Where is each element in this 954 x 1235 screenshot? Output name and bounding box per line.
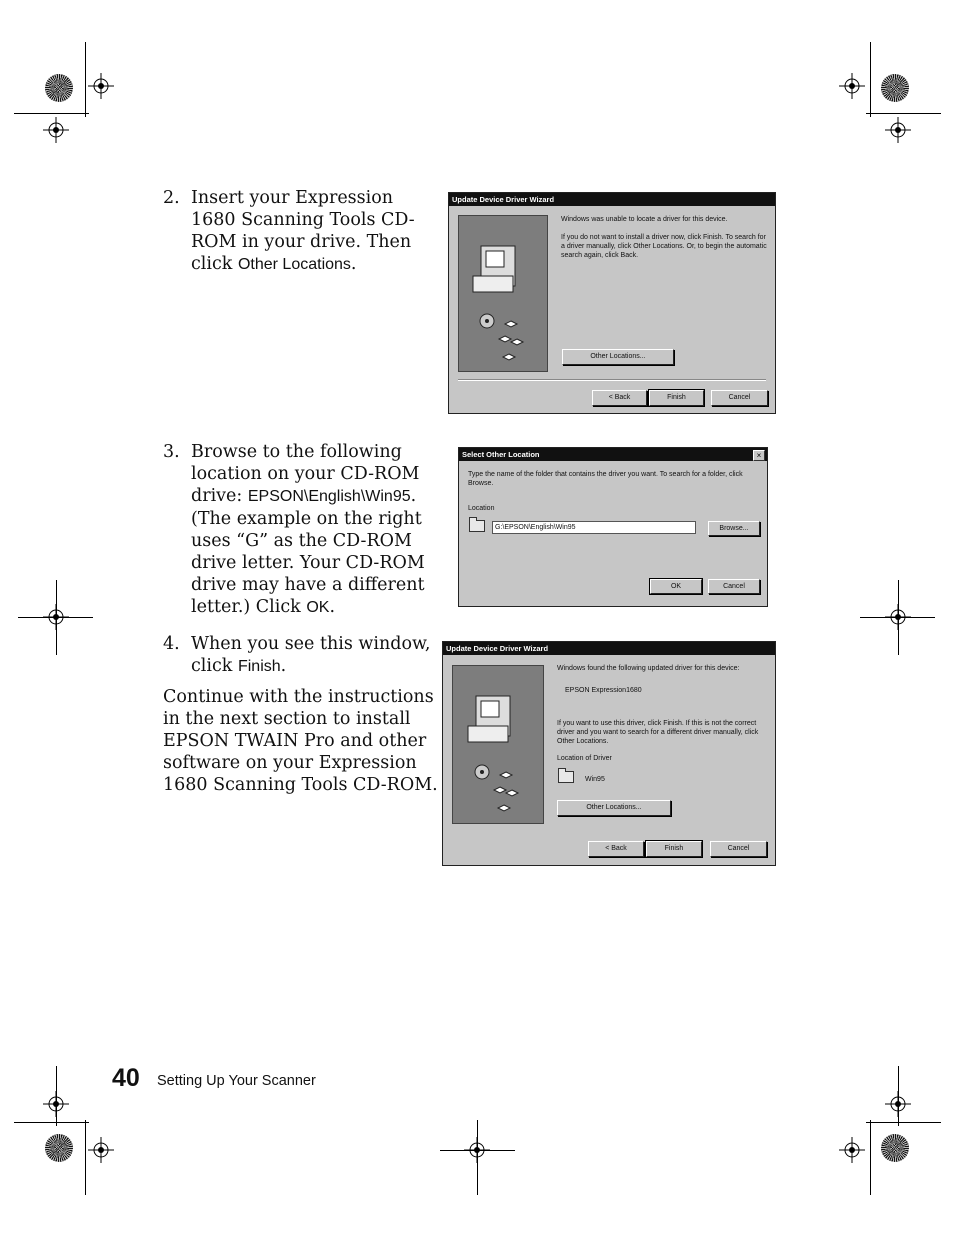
- dialog-message: If you do not want to install a driver now, click Finish. To search for a driver manually, click Other Locations. Or, to begin the automatic search again, click Back.: [561, 234, 767, 259]
- dialog-message: Windows was unable to locate a driver for this device.: [561, 216, 728, 223]
- cancel-button[interactable]: Cancel: [711, 390, 768, 406]
- folder-icon: [469, 520, 485, 532]
- crop-mark: [870, 1120, 871, 1195]
- wizard-illustration: [458, 215, 548, 372]
- cancel-button[interactable]: Cancel: [710, 841, 767, 857]
- step-text-part: Browse to the following location on your CD-ROM drive:: [191, 442, 420, 506]
- crop-mark: [85, 42, 86, 117]
- ui-term: Other Locations: [237, 256, 351, 273]
- dialog-message: If you want to use this driver, click Finish. If this is not the correct driver and you want to search for a different driver manually, click Other Locations.: [557, 720, 759, 745]
- finish-button[interactable]: Finish: [649, 390, 704, 406]
- step-2: [163, 187, 443, 276]
- finish-button[interactable]: Finish: [646, 841, 702, 857]
- step-number: 2.: [163, 188, 180, 208]
- dialog-title: Update Device Driver Wizard: [443, 642, 775, 655]
- location-label: Location: [468, 505, 495, 512]
- page-number: 40: [112, 1064, 140, 1092]
- crosshair-icon: [43, 117, 69, 143]
- color-target-icon: [881, 74, 909, 102]
- color-target-icon: [45, 74, 73, 102]
- separator: [458, 379, 766, 381]
- driver-location-value: Win95: [585, 776, 605, 783]
- update-driver-wizard-dialog: [448, 192, 776, 414]
- step-4: [163, 633, 443, 678]
- select-other-location-dialog: [458, 447, 768, 607]
- step-text-part: .: [280, 656, 287, 676]
- crop-mark: [56, 1066, 57, 1126]
- crop-mark: [14, 113, 89, 114]
- crop-mark: [866, 113, 941, 114]
- continue-paragraph: Continue with the instructions in the next section to install EPSON TWAIN Pro and other software on your Expression 1680 Scanning Tools CD-ROM.: [163, 687, 438, 795]
- crop-mark: [870, 42, 871, 117]
- dialog-title: Select Other Location: [459, 448, 767, 461]
- folder-icon: [558, 771, 574, 783]
- step-number: 4.: [163, 634, 180, 654]
- crop-mark: [898, 1066, 899, 1126]
- ui-term: Finish: [237, 658, 281, 675]
- crosshair-icon: [839, 1137, 865, 1163]
- step-text-part: When you see this window, click: [191, 634, 431, 676]
- computer-cd-icon: [459, 216, 547, 371]
- step-text-part: .: [329, 597, 336, 617]
- crop-mark: [866, 1122, 941, 1123]
- crop-mark: [477, 1120, 478, 1195]
- crosshair-icon: [88, 1137, 114, 1163]
- step-number: 3.: [163, 442, 180, 462]
- dialog-title: Update Device Driver Wizard: [449, 193, 775, 206]
- crop-mark: [440, 1150, 515, 1151]
- color-target-icon: [881, 1134, 909, 1162]
- other-locations-button[interactable]: Other Locations...: [557, 800, 671, 816]
- step-text-part: Insert your Expression 1680 Scanning Tools CD-ROM in your drive. Then click: [191, 188, 415, 274]
- step-text: [191, 441, 443, 619]
- location-input[interactable]: G:\EPSON\English\Win95: [492, 521, 696, 534]
- step-3: [163, 441, 443, 619]
- crop-mark: [860, 617, 935, 618]
- other-locations-button[interactable]: Other Locations...: [562, 349, 674, 365]
- back-button[interactable]: < Back: [588, 841, 644, 857]
- crop-mark: [18, 617, 93, 618]
- color-target-icon: [45, 1134, 73, 1162]
- section-title: Setting Up Your Scanner: [157, 1073, 316, 1089]
- crop-mark: [85, 1120, 86, 1195]
- step-text-part: . (The example on the right uses “G” as the CD-ROM drive letter. Your CD-ROM drive may have a different letter.) Click: [191, 486, 425, 617]
- step-text: [191, 187, 443, 276]
- device-name: EPSON Expression1680: [565, 687, 642, 694]
- crosshair-icon: [88, 73, 114, 99]
- wizard-illustration: [452, 665, 544, 824]
- crosshair-icon: [839, 73, 865, 99]
- step-text-part: .: [350, 254, 357, 274]
- update-driver-wizard-dialog-found: [442, 641, 776, 866]
- cancel-button[interactable]: Cancel: [708, 579, 760, 594]
- dialog-instruction: Type the name of the folder that contains the driver you want. To search for a folder, click Browse.: [468, 471, 743, 487]
- location-label: Location of Driver: [557, 755, 612, 762]
- ok-button[interactable]: OK: [650, 579, 702, 594]
- back-button[interactable]: < Back: [592, 390, 647, 406]
- crop-mark: [14, 1122, 89, 1123]
- computer-cd-icon: [453, 666, 543, 823]
- crosshair-icon: [885, 117, 911, 143]
- step-text: [191, 633, 443, 678]
- close-icon[interactable]: ×: [753, 450, 765, 461]
- dialog-message: Windows found the following updated driver for this device:: [557, 665, 740, 672]
- browse-button[interactable]: Browse...: [708, 521, 760, 536]
- ui-term: OK: [306, 599, 330, 616]
- ui-term: EPSON\English\Win95: [247, 488, 411, 505]
